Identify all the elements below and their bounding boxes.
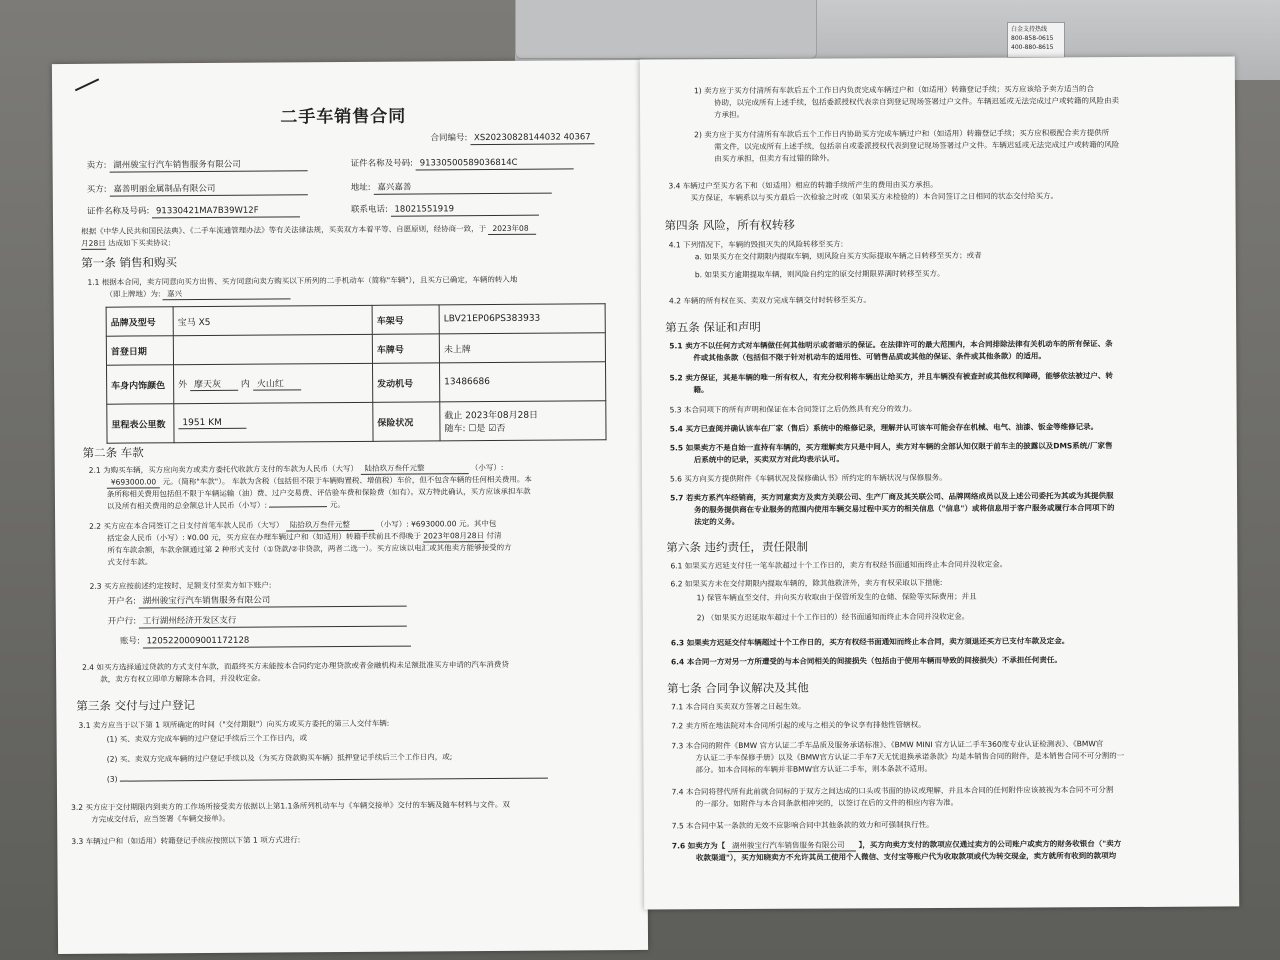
- clause-2-3: 2.3 买方应按前述约定按时、足额支付至卖方如下账户:: [89, 580, 272, 591]
- preamble-date-b: 月28日: [81, 238, 106, 248]
- clause-2-1-c: 条所称相关费用包括但不限于车辆运输（油）费、过户交易费、评估验车费和保险费（如有）。双方特此确认，买方应该承担车款: [106, 486, 531, 499]
- clause-4-1-b: b. 如果买方逾期提取车辆，则风险自约定的原交付期限界满时转移至买方。: [694, 268, 945, 280]
- contract-no-label: 合同编号:: [430, 133, 468, 144]
- interior-prefix: 内: [240, 379, 250, 390]
- clause-3-4-b: 买方保证，车辆系以与买方最后一次检验之时或（如果买方未检验的）本合同签订之日相同的状态交付给买方。: [690, 191, 1059, 203]
- clause-5-2-a: 5.2 卖方保证，其是车辆的唯一所有权人，有充分权利将车辆出让给买方，并且车辆没有被查封或其他权利障碍，能够依法被过户、转: [669, 371, 1113, 383]
- clause-6-2: 6.2 如果买方未在交付期限内提取车辆的，除其他救济外，卖方有权采取以下措施:: [670, 577, 943, 589]
- price-amount: ¥693000.00: [107, 476, 160, 488]
- clause-5-2-b: 籍。: [693, 385, 709, 395]
- sticker-title: 白金支持热线: [1011, 26, 1048, 33]
- clause-3-1-3-num: (3): [106, 774, 118, 784]
- preamble-text-2: 达成如下买卖协议:: [108, 238, 171, 248]
- account-name-label: 开户名:: [107, 596, 137, 607]
- seller-id: 91330500589036814C: [416, 156, 574, 170]
- item-2-b: 需文件，以完成所有上述手续，包括亲自或委派授权代表到登记现场签署过户文件。车辆迟延或无法完成过户或转籍的风险: [714, 140, 1120, 152]
- contract-no: XS20230828144032 40367: [470, 131, 595, 145]
- clause-2-1-d-text: 以及所有相关费用的总金额总计人民币（小写）:: [106, 500, 268, 511]
- clause-7-3-b: 方认证二手车保修手册》以及《BMW官方认证二手车7天无忧退换承诺条款》均是本销售合同的附件，是本销售合同不可分割的一: [695, 751, 1125, 763]
- clause-6-3: 6.3 如果卖方迟延交付车辆超过十个工作日的，买方有权经书面通知而终止本合同，卖方須退还买方已支付车款及定金。: [670, 636, 1070, 648]
- final-payment-date: 2023年08月28日: [423, 531, 485, 541]
- contract-page-2: [640, 56, 1239, 909]
- clause-5-4: 5.4 买方已查阅并确认该车在厂家（售后）系统中的维修记录，理解并认可该车可能会存在机械、电气、油漆、钣金等维修记录。: [669, 422, 1099, 434]
- seller-id-label: 证件名称及号码:: [350, 158, 414, 169]
- clause-6-4: 6.4 本合同一方对另一方所遭受的与本合同相关的间接损失（包括由于使用车辆而导致的间接损失）不承担任何责任。: [670, 655, 1062, 667]
- engine-label: 发动机号: [372, 363, 439, 402]
- exterior-prefix: 外: [178, 380, 188, 391]
- account-no: 1205220009001172128: [142, 634, 410, 649]
- clause-2-1-a-text: 2.1 为购买车辆，买方应向卖方或卖方委托代收款方支付的车款为人民币（大写）: [88, 463, 359, 475]
- color-label: 车身内饰颜色: [107, 365, 174, 404]
- clause-3-3: 3.3 车辆过户和（如适用）转籍登记手续应按照以下第 1 项方式进行:: [71, 835, 301, 846]
- account-name-row: [108, 594, 407, 609]
- price-small-label: （小写）:: [470, 462, 504, 473]
- clause-5-7-b: 务的服务提供商在专业服务的范围内使用车辆交易过程中买方的相关信息（"信息"）或将信息用于客户服务或履行本合同项下的: [694, 503, 1115, 515]
- clause-5-5-a: 5.5 如果卖方不是自始一直持有车辆的，买方理解卖方只是中间人，卖方对车辆的全部认知仅限于前车主的披露以及DMS系统/厂家售: [669, 441, 1113, 453]
- contract-no-row: [430, 131, 594, 145]
- clause-7-2: 7.2 卖方所在地法院对本合同所引起的或与之相关的争议享有排他性管辖权。: [671, 720, 926, 731]
- buyer-name: 嘉善明丽金属制品有限公司: [109, 182, 307, 196]
- sticker-phone-1: 800-858-0615: [1011, 35, 1054, 42]
- clause-6-2-2: 2) （如果买方迟延取车超过十个工作日的）经书面通知而终止本合同并没收定金。: [696, 611, 970, 623]
- touchpad: [515, 0, 817, 59]
- section-6-title: 第六条 违约责任，责任限制: [666, 539, 809, 555]
- clause-2-1-d: [107, 499, 345, 512]
- account-no-label: 账号:: [119, 636, 140, 647]
- interior-color: 火山红: [253, 376, 301, 390]
- first-reg-label: 首登日期: [106, 336, 173, 365]
- clause-1-1: 1.1 根据本合同，卖方同意向买方出售、买方同意向卖方购买以下所列的二手机动车（简称"车辆"），且买方已确定，车辆的转入地: [87, 274, 518, 287]
- vin-label: 车架号: [372, 305, 439, 334]
- item-1-c: 方承担。: [714, 110, 745, 120]
- clause-2-2-b-end: 付清: [486, 530, 502, 541]
- clause-6-2-1: 1) 保管车辆直至交付，并向买方收取由于保管所发生的仓储、保险等实际费用；并且: [696, 591, 977, 603]
- exterior-color: 摩天灰: [190, 377, 238, 391]
- preamble-date-a: 2023年08: [488, 223, 536, 235]
- buyer-id-label: 证件名称及号码:: [86, 206, 150, 217]
- clause-2-1-b-text: 元。（简称"车款"）。 车款为含税（包括但不限于车辆购置税、增值税）车价，但不包含车辆的任何相关费用。本: [162, 474, 532, 487]
- mileage-label: 里程表公里数: [107, 404, 174, 443]
- clause-3-4-a: 3.4 车辆过户至买方名下和（如适用）相应的转籍手续所产生的费用由买方承担。: [668, 180, 938, 191]
- clause-7-3-a: 7.3 本合同的附件《BMW 官方认证二手车品质及服务承诺标准》、《BMW MINI 官方认证二手车360度专业认证检测表》、《BMW官: [671, 739, 1104, 751]
- seller-id-row: [351, 156, 574, 171]
- account-bank: 工行湖州经济开发区支行: [139, 614, 407, 629]
- clause-2-2-b-text: 括定金人民币（小写）: ¥0.00 元，买方应在办理车辆过户和（如适用）转籍手续前且不得晚于: [107, 531, 422, 543]
- clause-2-4-a: 2.4 如买方选择通过贷款的方式支付车款，而最终买方未能按本合同约定办理贷款或者金融机构未足额批准买方申请的汽车消费贷: [82, 659, 509, 672]
- clause-2-2-c: 所有车款余额，车款余额通过第 2 种形式支付（①贷款/②非贷款，两者二选一）。买方应该以电汇或其他卖方能够接受的方: [107, 542, 512, 555]
- preamble-line-1: [81, 223, 536, 238]
- clause-1-1-b: [105, 287, 291, 300]
- section-2-title: 第二条 车款: [82, 445, 144, 460]
- seller-label: 卖方:: [86, 160, 107, 171]
- clause-3-1-1: (1) 买、卖双方完成车辆的过户登记手续后三个工作日内，或: [106, 733, 308, 744]
- clause-2-4-b: 款，卖方有权立即单方解除本合同，并没收定金。: [100, 673, 266, 684]
- first-reg-value: [173, 334, 372, 364]
- color-value: [174, 363, 373, 403]
- clause-5-3: 5.3 本合同项下的所有声明和保证在本合同签订之后仍然具有充分的效力。: [669, 404, 917, 415]
- clause-4-1-a: a. 如果买方在交付期限内提取车辆，则风险自买方实际提取车辆之日转移至买方；或者: [694, 250, 982, 262]
- account-no-row: [108, 634, 411, 649]
- clause-7-6-seller: 湖州骏宝行汽车销售服务有限公司: [728, 839, 856, 852]
- clause-3-1-2: (2) 买、卖双方完成车辆的过户登记手续以及（为买方贷款购买车辆）抵押登记手续后三个工作日内，或;: [106, 752, 453, 764]
- seller-row: [87, 158, 308, 173]
- insurance-renew: 随车: ☐是 ☑否: [444, 423, 506, 435]
- registration-city: 嘉兴: [163, 287, 291, 300]
- preamble-text: 根据《中华人民共和国民法典》、《二手车流通管理办法》等有关法律法规，买卖双方本着平等、自愿原则，经协商一致，于: [81, 224, 487, 236]
- vehicle-info-table: [106, 303, 607, 443]
- preamble-line-2: [81, 237, 171, 250]
- account-bank-row: [108, 614, 407, 629]
- clause-7-6-prefix: 7.6 如卖方为【: [671, 841, 726, 851]
- contract-title: 二手车销售合同: [280, 106, 407, 128]
- buyer-label: 买方:: [86, 184, 107, 195]
- address-label: 地址:: [350, 182, 371, 193]
- plate-label: 车牌号: [372, 334, 439, 363]
- clause-3-1: 3.1 卖方应当于以下第 1 项所确定的时间（"交付期限"）向买方或买方委托的第三人交付车辆:: [78, 718, 390, 730]
- item-1-a: 1) 卖方应于买方付清所有车款后五个工作日内负责完成车辆过户和（如适用）转籍登记手续；买方应该给予卖方适当的合: [693, 84, 1095, 96]
- address-row: [351, 181, 552, 195]
- account-name: 湖州骏宝行汽车销售服务有限公司: [139, 594, 407, 609]
- brand-value: 宝马 X5: [173, 305, 372, 335]
- section-4-title: 第四条 风险，所有权转移: [664, 217, 795, 233]
- insurance-value: [440, 401, 606, 441]
- clause-7-5: 7.5 本合同中某一条款的无效不应影响合同中其他条款的效力和可强制执行性。: [671, 820, 934, 831]
- item-2-a: 2) 卖方应于买方付清所有车款后五个工作日内协助买方完成车辆过户和（如适用）转籍登记手续；买方应积极配合卖方提供所: [694, 128, 1110, 140]
- buyer-phone: 18021551919: [390, 203, 538, 217]
- clause-5-5-b: 后系统中的记录，买卖双方对此均表示认可。: [693, 454, 844, 465]
- clause-3-2-a: 3.2 买方应于交付期限内到卖方的工作场所接受卖方依据以上第1.1条所列机动车与《车辆交接单》交付的车辆及随车材料与文件。双: [71, 799, 510, 812]
- clause-7-4-a: 7.4 本合同将替代所有此前就合同标的于双方之间达成的口头或书面的协议或理解，并且本合同的任何附件应该被视为本合同不可分割: [671, 785, 1114, 797]
- contract-page-1: [52, 60, 648, 954]
- section-1-title: 第一条 销售和购买: [81, 255, 177, 270]
- section-3-title: 第三条 交付与过户登记: [76, 698, 196, 713]
- section-5-title: 第五条 保证和声明: [665, 319, 761, 335]
- engine-value: 13486686: [439, 362, 605, 402]
- plate-value: 未上牌: [439, 333, 605, 363]
- support-sticker: [1007, 22, 1065, 58]
- clause-5-7-c: 法定的义务。: [694, 517, 740, 527]
- seller-name: 湖州骏宝行汽车销售服务有限公司: [109, 158, 307, 172]
- sticker-phone-2: 400-880-8615: [1011, 44, 1054, 51]
- section-7-title: 第七条 合同争议解决及其他: [667, 680, 809, 696]
- clause-5-6: 5.6 买方向买方提供附件《车辆状况及保修确认书》所约定的车辆状况与保修服务。: [669, 472, 947, 484]
- clause-5-1-a: 5.1 卖方不以任何方式对车辆做任何其他明示或者暗示的保证。在法律许可的最大范围内，本合同排除法律有关机动车的所有保证、条: [669, 339, 1113, 351]
- clause-7-3-c: 部分。如本合同标的车辆并非BMW官方认证二手车，则本条款不适用。: [695, 764, 933, 775]
- clause-6-1: 6.1 如果买方迟延支付任一笔车款超过十个工作日的，卖方有权经书面通知而终止本合同并没收定金。: [670, 559, 1008, 571]
- buyer-id-row: [87, 204, 300, 218]
- clause-2-2-a-text: 2.2 买方应在本合同签订之日支付首笔车款人民币（大写）: [89, 520, 284, 531]
- buyer-id: 91330421MA7B39W12F: [152, 204, 300, 218]
- clause-1-1-b-text: （即上牌地）为:: [105, 289, 161, 299]
- account-bank-label: 开户行:: [107, 616, 137, 627]
- phone-row: [351, 203, 539, 217]
- clause-2-1-d-unit: 元。: [329, 500, 345, 510]
- clause-7-6-c: 收款渠道"），买方知晓卖方不允许其员工使用个人微信、支付宝等账户代为收取款项或代为转交现金，卖方就所有收到的款项均: [695, 851, 1117, 863]
- insurance-label: 保险状况: [373, 402, 440, 441]
- mileage-km: 1951 KM: [178, 417, 246, 428]
- clause-5-7-a: 5.7 若卖方系汽车经销商，买方同意卖方及卖方关联公司、生产厂商及其关联公司、品牌网络成员以及上述公司委托为其或为其提供服: [670, 491, 1114, 503]
- phone-label: 联系电话:: [350, 204, 388, 215]
- clause-4-2: 4.2 车辆的所有权在买、卖双方完成车辆交付时转移至买方。: [669, 295, 871, 306]
- mileage-value: [174, 402, 373, 442]
- item-1-b: 协助，以完成所有上述手续，包括委派授权代表亲自到登记现场签署过户文件。车辆迟延或无法完成过户或转籍的风险由卖: [713, 96, 1120, 108]
- clause-7-1: 7.1 本合同自买卖双方签署之日起生效。: [671, 701, 806, 712]
- vin-value: LBV21EP06PS383933: [439, 304, 605, 334]
- clause-3-1-3: [107, 771, 548, 785]
- buyer-address: 嘉兴嘉善: [373, 181, 551, 195]
- item-2-c: 由买方承担，但卖方有过错的除外。: [714, 153, 835, 164]
- clause-7-6-text: 】，买方向卖方支付的款项应仅通过卖方的公司账户或卖方的财务收银台（"卖方: [858, 839, 1122, 850]
- first-payment-upper: 陆拾玖万叁仟元整: [286, 519, 374, 532]
- insurance-until: 截止 2023年08月28日: [444, 410, 539, 422]
- clause-4-1: 4.1 下列情况下，车辆的毁损灭失的风险转移至买方:: [668, 239, 844, 250]
- clause-2-2-d: 式支付车款。: [107, 557, 153, 567]
- clause-7-4-b: 的一部分。如附件与本合同条款相冲突的，以签订在后的文件的相应内容为准。: [695, 797, 959, 809]
- clause-5-1-b: 件或其他条款（包括但不限于针对机动车的适用性、可销售品质或其他的保证、条件或其他条款）的适用。: [693, 351, 1046, 363]
- pen-mark: [75, 78, 99, 91]
- clause-3-2-b: 方完成交付后，应当签署《车辆交接单》。: [91, 813, 230, 824]
- brand-label: 品牌及型号: [106, 307, 173, 336]
- price-upper: 陆拾玖万叁仟元整: [360, 462, 468, 475]
- buyer-row: [87, 182, 308, 197]
- first-payment-small: （小写）: ¥693000.00 元。其中包: [376, 518, 497, 529]
